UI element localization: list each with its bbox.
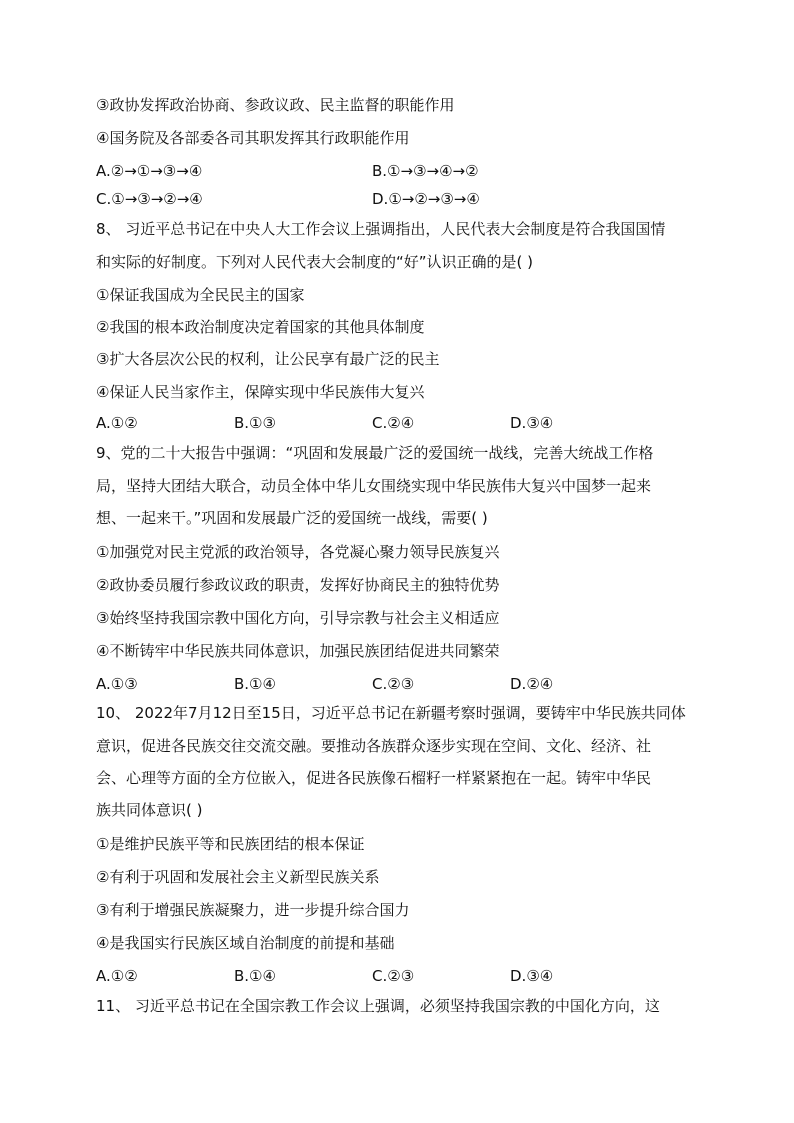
q7-option-d: D.①→②→③→④ [372, 190, 480, 208]
q10-option-d: D.③④ [510, 967, 554, 985]
q8-option-d: D.③④ [510, 414, 554, 432]
q7-item-4: ④国务院及各部委各司其职发挥其行政职能作用 [96, 129, 410, 147]
q9-option-a: A.①③ [96, 675, 138, 693]
q10-option-b: B.①④ [234, 967, 276, 985]
q10-item-2: ②有利于巩固和发展社会主义新型民族关系 [96, 868, 380, 886]
q10-item-1: ①是维护民族平等和民族团结的根本保证 [96, 835, 365, 853]
q9-option-d: D.②④ [510, 675, 554, 693]
q10-stem-line-1: 10、 2022年7月12日至15日，习近平总书记在新疆考察时强调，要铸牢中华民族共同体 [96, 704, 686, 722]
q10-stem-line-2: 意识，促进各民族交往交流交融。要推动各族群众逐步实现在空间、文化、经济、社 [96, 737, 652, 755]
q10-item-3: ③有利于增强民族凝聚力，进一步提升综合国力 [96, 901, 410, 919]
q9-stem-line-2: 局，坚持大团结大联合，动员全体中华儿女围绕实现中华民族伟大复兴中国梦一起来 [96, 477, 652, 495]
q8-item-4: ④保证人民当家作主，保障实现中华民族伟大复兴 [96, 383, 425, 401]
q10-stem-line-3: 会、心理等方面的全方位嵌入，促进各民族像石榴籽一样紧紧抱在一起。铸牢中华民 [96, 769, 652, 787]
q8-item-3: ③扩大各层次公民的权利，让公民享有最广泛的民主 [96, 350, 440, 368]
q7-option-c: C.①→③→②→④ [96, 190, 203, 208]
q10-stem-line-4: 族共同体意识( ) [96, 801, 203, 819]
q7-item-3: ③政协发挥政治协商、参政议政、民主监督的职能作用 [96, 96, 455, 114]
q9-item-2: ②政协委员履行参政议政的职责，发挥好协商民主的独特优势 [96, 576, 500, 594]
q9-item-4: ④不断铸牢中华民族共同体意识，加强民族团结促进共同繁荣 [96, 642, 500, 660]
q9-option-c: C.②③ [372, 675, 415, 693]
q8-option-c: C.②④ [372, 414, 415, 432]
q9-option-b: B.①④ [234, 675, 276, 693]
q10-option-a: A.①② [96, 967, 138, 985]
q8-item-2: ②我国的根本政治制度决定着国家的其他具体制度 [96, 318, 425, 336]
q9-stem-line-3: 想、一起来干。”巩固和发展最广泛的爱国统一战线，需要( ) [96, 509, 488, 527]
q8-item-1: ①保证我国成为全民民主的国家 [96, 286, 305, 304]
q8-option-b: B.①③ [234, 414, 276, 432]
q9-item-1: ①加强党对民主党派的政治领导，各党凝心聚力领导民族复兴 [96, 543, 500, 561]
q10-option-c: C.②③ [372, 967, 415, 985]
q8-stem-line-1: 8、 习近平总书记在中央人大工作会议上强调指出，人民代表大会制度是符合我国国情 [96, 220, 666, 238]
q8-option-a: A.①② [96, 414, 138, 432]
q7-option-a: A.②→①→③→④ [96, 162, 203, 180]
q9-item-3: ③始终坚持我国宗教中国化方向，引导宗教与社会主义相适应 [96, 609, 500, 627]
q8-stem-line-2: 和实际的好制度。下列对人民代表大会制度的“好”认识正确的是( ) [96, 253, 534, 271]
q9-stem-line-1: 9、党的二十大报告中强调：“巩固和发展最广泛的爱国统一战线，完善大统战工作格 [96, 444, 654, 462]
q11-stem-line-1: 11、 习近平总书记在全国宗教工作会议上强调，必须坚持我国宗教的中国化方向，这 [96, 997, 660, 1015]
q10-item-4: ④是我国实行民族区域自治制度的前提和基础 [96, 934, 395, 952]
q7-option-b: B.①→③→④→② [372, 162, 479, 180]
